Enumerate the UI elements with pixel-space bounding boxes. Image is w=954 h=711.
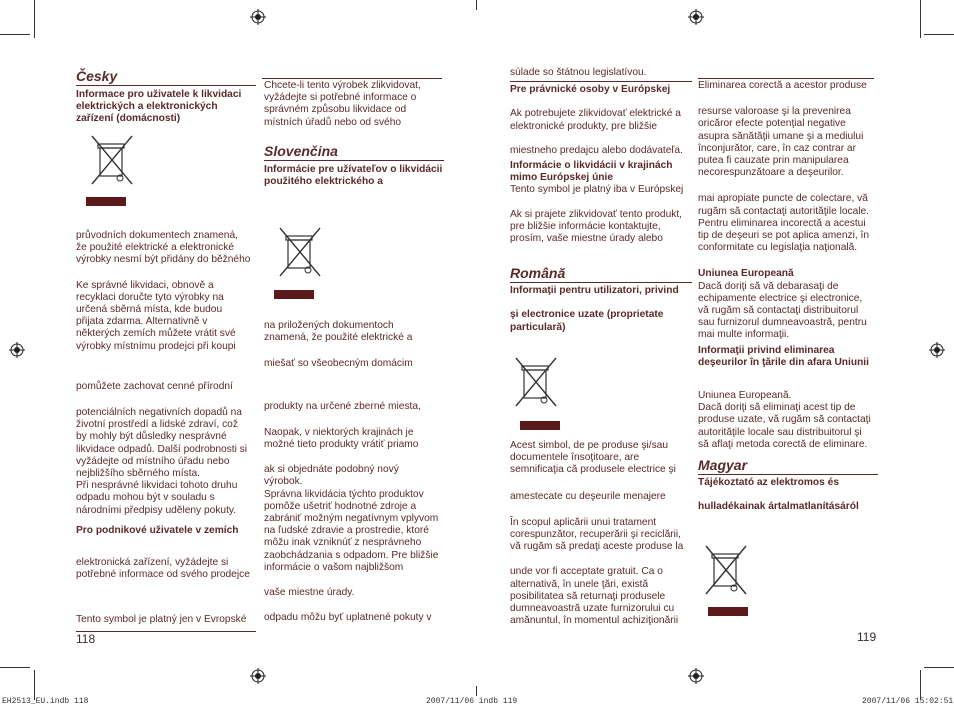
- paragraph: mai apropiate puncte de colectare, vă rugăm să contactaţi autorităţile locale. Pentru eliminarea incorectă a acestui tip de deşeuri se pot aplica amenzi, în conformitate cu legislaţia naţională.: [698, 193, 870, 254]
- column-czech-body: [76, 230, 258, 627]
- paragraph: Ke správné likvidaci, obnově a recyklaci doručte tyto výrobky na určená sběrná místa, kde budou přijata zdarma. Alternativně v některých zemích můžete vrátit své výrobky místnímu prodejci při koupi: [76, 279, 236, 352]
- registration-mark-icon: [688, 668, 704, 684]
- romanian-subheading-eu: Uniunea Europeană: [698, 268, 794, 280]
- weee-crossed-bin-icon: [278, 226, 322, 278]
- paragraph: Dacă doriţi să vă debarasaţi de echipamente electrice şi electronice, vă rugăm să contactaţi distribuitorul sau furnizorul dumneavoastră, pentru mai multe informaţii.: [698, 280, 867, 341]
- paragraph: průvodních dokumentech znamená, že použité elektrické a elektronické výrobky nesmí být přidány do běžného: [76, 230, 251, 266]
- weee-crossed-bin-icon: [704, 544, 748, 596]
- paragraph: potenciálních negativních dopadů na životní prostředí a lidské zdraví, což by mohly být důsledky nesprávné likvidace odpadů. Další podrobnosti si vyžádejte od místního úřadu nebo nejbližšího sběrného místa. Při nesprávné likvidaci tohoto druhu odpadu mohou být v souladu s národními předpisy uděleny pokuty.: [76, 407, 248, 516]
- crop-mark: [920, 670, 921, 700]
- paragraph: Tento symbol je platný jen v Evropské: [76, 614, 247, 626]
- section-heading-slovak: Slovenčina: [264, 143, 444, 161]
- column-romanian-cont: [698, 80, 878, 513]
- column-slovak: [264, 80, 444, 188]
- paragraph: Eliminarea corectă a acestor produse: [698, 80, 867, 91]
- paragraph: odpadu môžu byť uplatnené pokuty v: [264, 612, 432, 624]
- weee-bar: [86, 197, 126, 206]
- crop-mark: [0, 667, 30, 668]
- weee-crossed-bin-icon: [90, 134, 134, 186]
- paragraph: Ak potrebujete zlikvidovať elektrické a elektronické produkty, pre bližšie: [510, 108, 681, 132]
- section-heading-romanian: Română: [510, 265, 692, 283]
- paragraph: Naopak, v niektorých krajinách je možné tieto produkty vrátiť priamo: [264, 426, 419, 451]
- paragraph: na priložených dokumentoch znamená, že použité elektrické a: [264, 320, 413, 344]
- paragraph: pomůžete zachovat cenné přírodní: [76, 380, 233, 392]
- registration-mark-icon: [929, 342, 945, 358]
- czech-subheading-business: Pro podnikové uživatele v zemích: [76, 524, 239, 536]
- crop-mark: [924, 34, 954, 35]
- footer-date-info: 2007/11/06 indb 119: [426, 697, 518, 706]
- footer-file-info: EH2513_EU.indb 118: [2, 697, 89, 706]
- crop-mark: [34, 0, 35, 38]
- column-slovak-cont: [510, 67, 692, 334]
- paragraph: amestecate cu deşeurile menajere: [510, 490, 666, 502]
- crop-mark: [34, 670, 35, 700]
- column-slovak-body: [264, 320, 446, 624]
- paragraph: vaše miestne úrady.: [264, 587, 355, 599]
- paragraph: ak si objednáte podobný nový výrobok. Správna likvidácia týchto produktov pomôže ušetriť hodnotné zdroje a zabrániť možným negatívnym vplyvom na ľudské zdravie a prostredie, ktoré môžu inak vzniknúť z nesprávneho zaobchádzania s odpadom. Pre bližšie informácie o vašom najbližšom: [264, 464, 439, 573]
- column-romanian-body: [510, 440, 694, 627]
- paragraph: elektronická zařízení, vyžádejte si potřebné informace od svého prodejce: [76, 557, 250, 581]
- weee-bar: [274, 290, 314, 299]
- paragraph: resurse valoroase şi la prevenirea oricăror efecte potenţial negative asupra sănătăţii umane şi a mediului înconjurător, care, în caz contrar ar putea fi cauzate prin manipularea necorespunzătoare a deşeurilor.: [698, 106, 864, 179]
- crop-mark: [476, 686, 477, 696]
- registration-mark-icon: [9, 342, 25, 358]
- crop-mark: [924, 667, 954, 668]
- page-number-left: 118: [76, 632, 96, 646]
- column-divider: [262, 78, 442, 79]
- slovak-subheading-business: Pre právnické osoby v Európskej: [510, 84, 671, 96]
- romanian-subheading-2: şi electronice uzate (proprietate particulară): [510, 309, 664, 333]
- weee-bar: [520, 421, 560, 430]
- registration-mark-icon: [688, 9, 704, 25]
- romanian-subheading-noneu: Informaţii privind eliminarea deşeurilor în ţările din afara Uniunii: [698, 344, 869, 368]
- page-number-right: 119: [857, 630, 877, 644]
- paragraph: Ak si prajete zlikvidovať tento produkt, pre bližšie informácie kontaktujte, prosím, vaše miestne úrady alebo: [510, 208, 682, 245]
- column-czech: [76, 68, 256, 126]
- paragraph: Tento symbol je platný iba v Európskej: [510, 184, 684, 196]
- paragraph: miestneho predajcu alebo dodávateľa.: [510, 144, 683, 156]
- crop-mark: [920, 0, 921, 38]
- paragraph: Acest simbol, de pe produse şi/sau documentele însoţitoare, are semnificaţia că produsele electrice şi: [510, 440, 676, 476]
- weee-bar: [708, 607, 748, 616]
- paragraph: Chcete-li tento výrobek zlikvidovat, vyžádejte si potřebné informace o správném způsobu likvidace od místních úřadů nebo od svého: [264, 80, 421, 128]
- column-divider: [698, 78, 874, 79]
- section-heading-czech: Česky: [76, 68, 256, 86]
- paragraph: súlade so štátnou legislatívou.: [510, 67, 647, 78]
- registration-mark-icon: [250, 9, 266, 25]
- paragraph: În scopul aplicării unui tratament corespunzător, recuperării şi reciclării, vă rugăm să predaţi aceste produse la: [510, 516, 684, 553]
- registration-mark-icon: [250, 668, 266, 684]
- paragraph: unde vor fi acceptate gratuit. Ca o alternativă, în unele ţări, există posibilitatea să returnaţi produsele dumneavoastră uzate furnizorului cu amănuntul, în momentul achiziţionării: [510, 566, 679, 627]
- paragraph: Uniunea Europeană. Dacă doriţi să eliminaţi acest tip de produse uzate, vă rugăm să contactaţi autorităţile locale sau distribuitorul şi să aflaţi metoda corectă de eliminare.: [698, 390, 871, 450]
- section-heading-hungarian: Magyar: [698, 457, 878, 475]
- column-divider: [76, 631, 256, 632]
- crop-mark: [0, 34, 30, 35]
- paragraph: miešať so všeobecným domácim: [264, 358, 413, 370]
- hungarian-subheading-2: hulladékainak ártalmatlanításáról: [698, 501, 859, 513]
- weee-crossed-bin-icon: [514, 356, 558, 408]
- romanian-subheading: Informaţii pentru utilizatori, privind: [510, 285, 679, 297]
- column-divider: [510, 81, 692, 82]
- hungarian-subheading: Tájékoztató az elektromos és: [698, 477, 839, 489]
- paragraph: produkty na určené zberné miesta,: [264, 400, 421, 412]
- slovak-subheading-noneu: Informácie o likvidácii v krajinách mimo Európskej únie: [510, 160, 673, 184]
- footer-date-time: 2007/11/06 15:02:51: [862, 697, 954, 706]
- slovak-subheading: Informácie pre užívateľov o likvidácii použitého elektrického a: [264, 163, 443, 188]
- czech-subheading: Informace pro uživatele k likvidaci elektrických a elektronických zařízení (domácnosti): [76, 89, 242, 125]
- crop-mark: [476, 0, 477, 10]
